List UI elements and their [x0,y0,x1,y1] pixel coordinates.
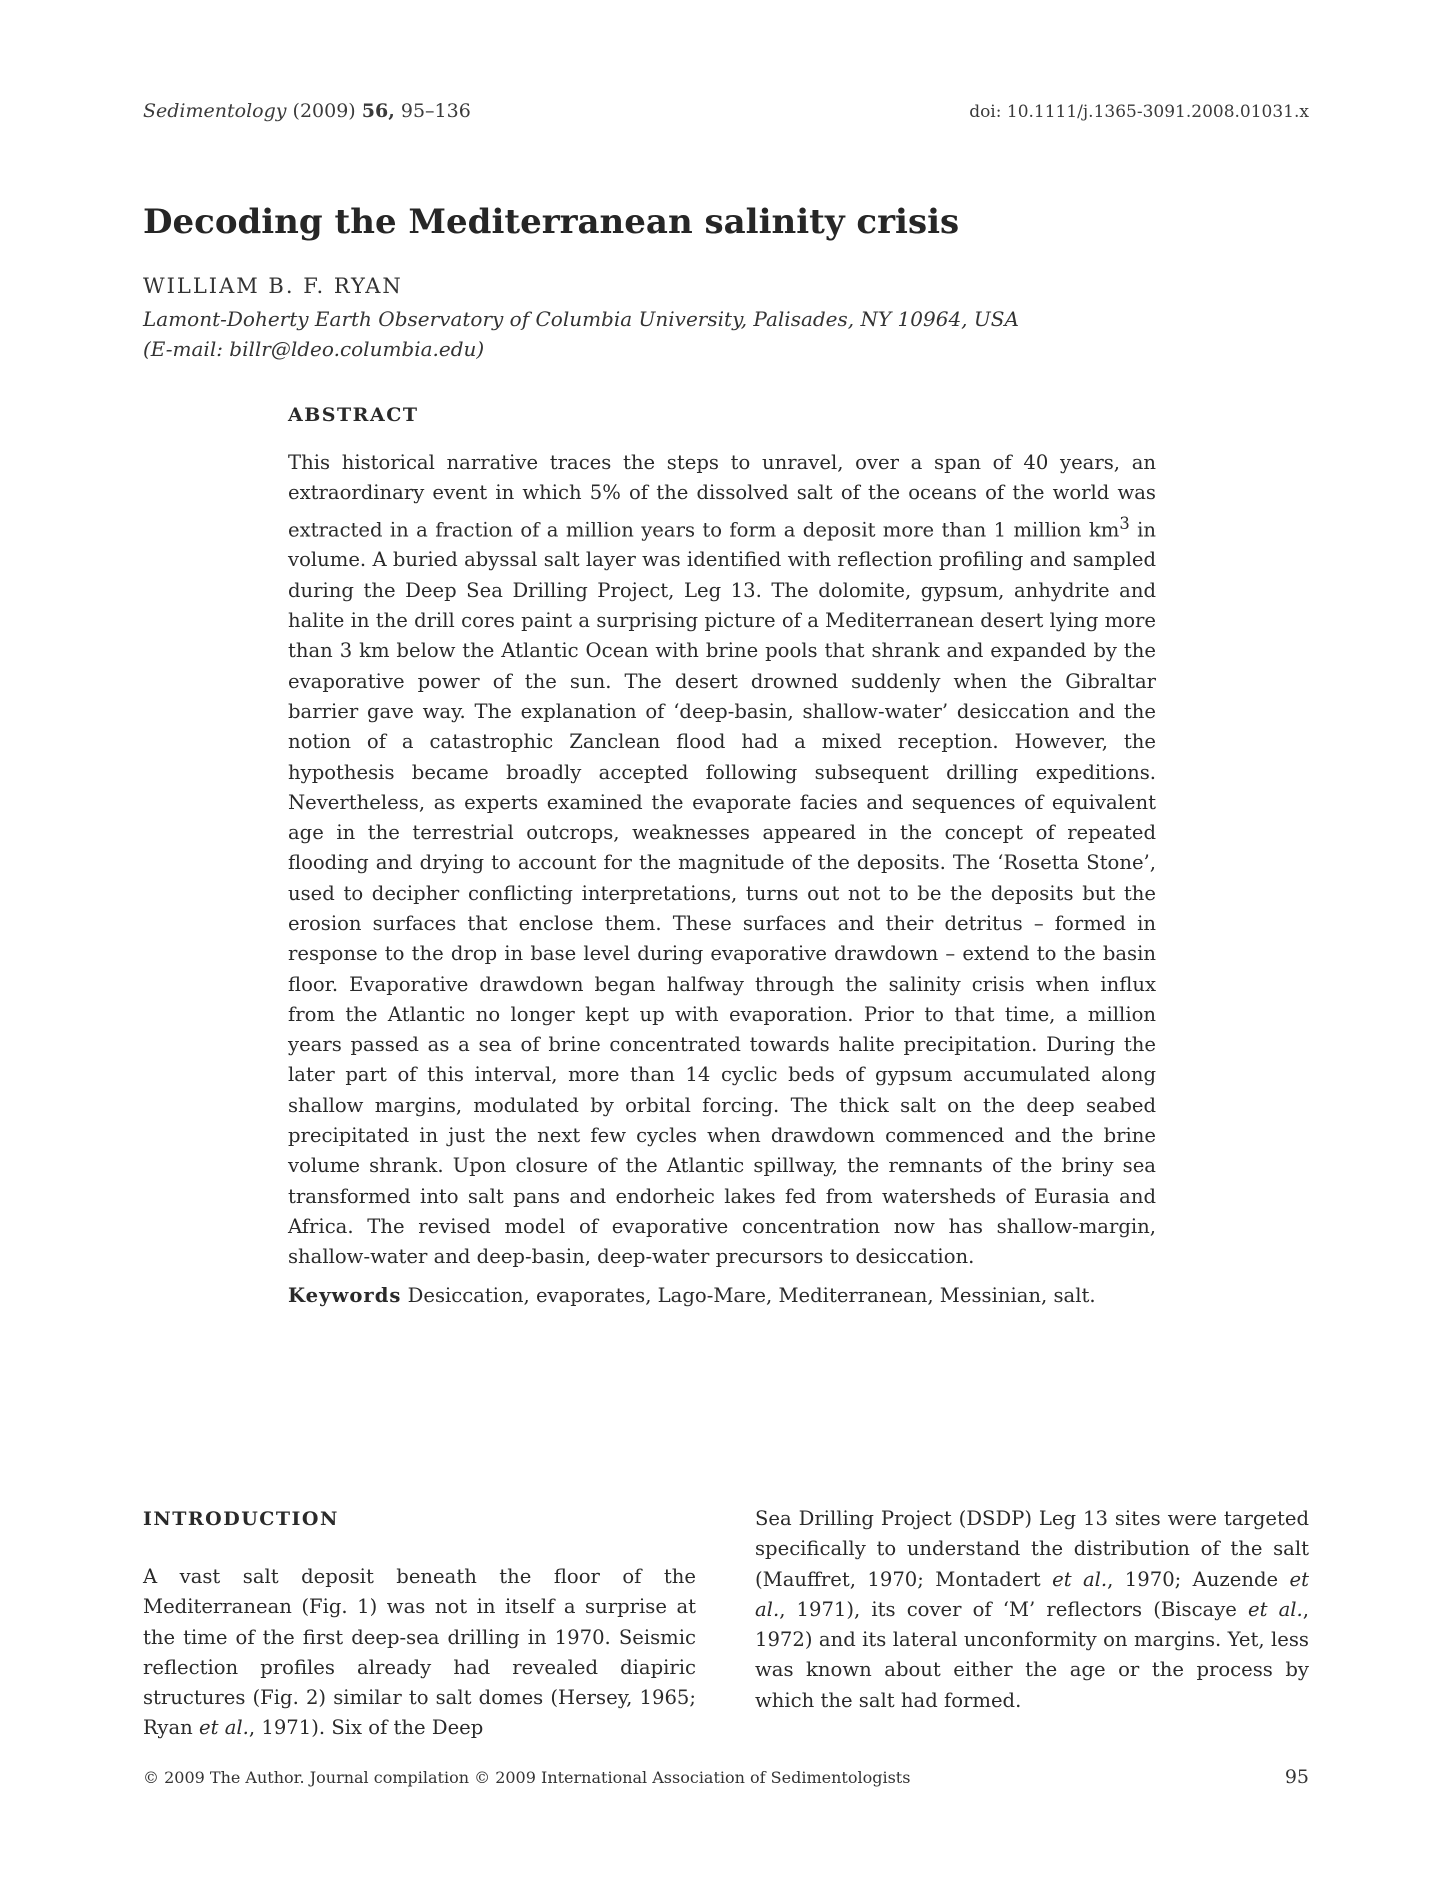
abstract-text-part-1: This historical narrative traces the steps to unravel, over a span of 40 years, an extraordinary event in which 5% of the dissolved salt of the oceans of the world was extracted in a fraction of a million years to form a deposit more than 1 million km [288,451,1156,542]
text-run: Sea Drilling Project (DSDP) Leg 13 sites were targeted specifically to understand the distribution of the salt (Mauffret, 1970; Montadert [755,1507,1309,1591]
introduction-heading: INTRODUCTION [143,1508,339,1530]
text-run: , 1971). Six of the Deep [248,1716,484,1740]
keywords [288,1281,1156,1311]
keywords-label: Keywords [288,1283,402,1307]
author-name: WILLIAM B. F. RYAN [143,274,403,298]
author-email: (E-mail: billr@ldeo.columbia.edu) [143,337,485,361]
page-footer [143,1766,1309,1788]
text-run: , 1972) and its lateral unconformity on margins. Yet, less was known about either the age or the process by which the salt had formed. [755,1597,1310,1712]
copyright-notice: © 2009 The Author. Journal compilation © 2009 International Association of Sedimentologists [143,1768,911,1787]
abstract-section [288,404,1156,1311]
author-affiliation [143,304,1143,364]
column-right [755,1504,1309,1716]
body-columns [143,1504,1309,1740]
introduction-paragraph-2 [755,1504,1309,1716]
abstract-text [288,448,1156,1273]
citation [143,100,471,122]
journal-volume: 56, [361,100,395,122]
et-al: et al. [1248,1597,1303,1621]
et-al: et al. [199,1716,249,1740]
abstract-text-part-2: in volume. A buried abyssal salt layer was identified with reflection profiling and sampled during the Deep Sea Drilling Project, Leg 13. The dolomite, gypsum, anhydrite and halite in the drill cores paint a surprising picture of a Mediterranean desert lying more than 3 km below the Atlantic Ocean with brine pools that shrank and expanded by the evaporative power of the sun. The desert drowned suddenly when the Gibraltar barrier gave way. The explanation of ‘deep-basin, shallow-water’ desiccation and the notion of a catastrophic Zanclean flood had a mixed reception. However, the hypothesis became broadly accepted following subsequent drilling expeditions. Nevertheless, as experts examined the evaporate facies and sequences of equivalent age in the terrestrial outcrops, weaknesses appeared in the concept of repeated flooding and drying to account for the magnitude of the deposits. The ‘Rosetta Stone’, used to decipher conflicting interpretations, turns out not to be the deposits but the erosion surfaces that enclose them. These surfaces and their detritus – formed in response to the drop in base level during evaporative drawdown – extend to the basin floor. Evaporative drawdown began halfway through the salinity crisis when influx from the Atlantic no longer kept up with evaporation. Prior to that time, a million years passed as a sea of brine concentrated towards halite precipitation. During the later part of this interval, more than 14 cyclic beds of gypsum accumulated along shallow margins, modulated by orbital forcing. The thick salt on the deep seabed precipitated in just the next few cycles when drawdown commenced and the brine volume shrank. Upon closure of the Atlantic spillway, the remnants of the briny sea transformed into salt pans and endorheic lakes fed from watersheds of Eurasia and Africa. The revised model of evaporative concentration now has shallow-margin, shallow-water and deep-basin, deep-water precursors to desiccation. [288,518,1156,1269]
et-al: et al. [1052,1567,1108,1591]
keywords-list: Desiccation, evaporates, Lago-Mare, Mediterranean, Messinian, salt. [401,1283,1096,1307]
text-run: , 1970; Auzende [1107,1567,1290,1591]
text-run: A vast salt deposit beneath the floor of the Mediterranean (Fig. 1) was not in itself a surprise at the time of the first deep-sea drilling in 1970. Seismic reflection profiles already had revealed diapiric structures (Fig. 2) similar to salt domes (Hersey, 1965; Ryan [143,1565,696,1740]
abstract-heading: ABSTRACT [288,404,419,426]
paper-title: Decoding the Mediterranean salinity crisis [143,202,960,242]
introduction-paragraph-1 [143,1562,696,1744]
running-head [143,100,1309,122]
superscript-3: 3 [1119,513,1130,533]
text-run: , 1971), its cover of ‘M’ reflectors (Biscaye [779,1597,1249,1621]
journal-year: (2009) [292,100,356,122]
page-number: 95 [1284,1766,1309,1788]
journal-pages: 95–136 [400,100,471,122]
doi: doi: 10.1111/j.1365-3091.2008.01031.x [969,102,1309,122]
et-al: et al. [755,1567,1310,1621]
journal-name: Sedimentology [143,100,287,122]
affiliation-line: Lamont-Doherty Earth Observatory of Columbia University, Palisades, NY 10964, USA [143,307,1019,331]
column-left [143,1504,696,1744]
